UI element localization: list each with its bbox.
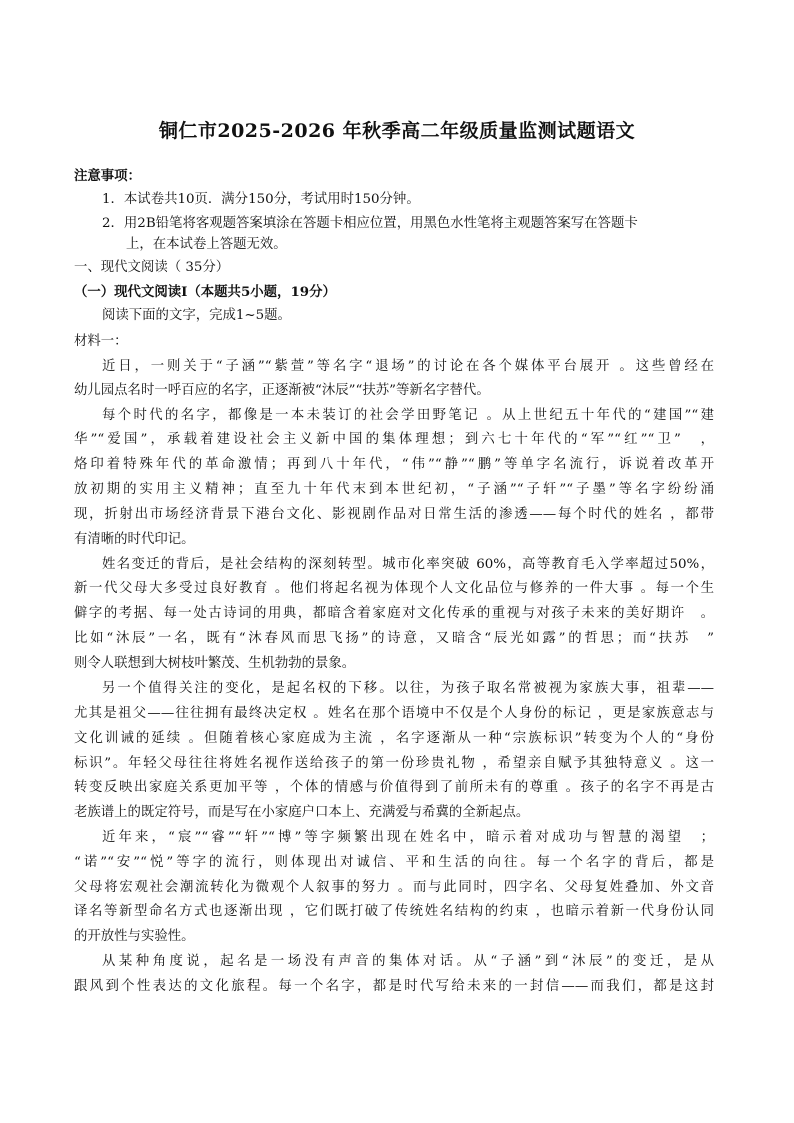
body-line: 转变反映出家庭关系更加平等 ，个体的情感与价值得到了前所未有的尊重 。孩子的名字不再是古	[74, 780, 714, 795]
body-line: 父母将宏观社会潮流转化为微观个人叙事的努力 。而与此同时，四字名、父母复姓叠加、外文音	[74, 880, 714, 895]
body-line: 文化训诫的延续 。但随着核心家庭成为主流 ，名字逐渐从一种“宗族标识”转变为个人的“身份	[74, 731, 714, 746]
body-line: 跟风到个性表达的文化旅程。每一个名字，都是时代写给未来的一封信——而我们，都是这封	[74, 979, 714, 994]
body-line: 从某种角度说，起名是一场没有声音的集体对话。从“子涵”到“沐辰”的变迁，是从	[102, 954, 714, 969]
body-line: 尤其是祖父——往往拥有最终决定权 。姓名在那个语境中不仅是个人身份的标记 ，更是家族意志与	[74, 706, 714, 721]
body-line: 烙印着特殊年代的革命激情；再到八十年代，“伟”“静”“鹏”等单字名流行，诉说着改革开	[74, 457, 714, 472]
page-title: 铜仁市2025-2026 年秋季高二年级质量监测试题语文	[158, 120, 636, 142]
body-line: 则令人联想到大树枝叶繁茂、生机勃勃的景象。	[74, 656, 356, 671]
body-line: 另一个值得关注的变化，是起名权的下移。以往，为孩子取名常被视为家族大事，祖辈——	[102, 681, 714, 696]
body-line: 近年来，“宸”“睿”“轩”“博”等字频繁出现在姓名中，暗示着对成功与智慧的渴望 ；	[102, 830, 714, 845]
notice-item-1: 1．本试卷共10页．满分150分，考试用时150分钟。	[102, 192, 420, 207]
body-line: “诺”“安”“悦”等字的流行，则体现出对诚信、平和生活的向往。每一个名字的背后，都是	[74, 855, 714, 870]
subsection-heading: （一）现代文阅读Ⅰ（本题共5小题，19分）	[74, 284, 336, 300]
section-heading: 一、现代文阅读（ 35分）	[74, 260, 230, 275]
body-line: 有清晰的时代印记。	[74, 532, 195, 547]
body-line: 姓名变迁的背后，是社会结构的深刻转型。城市化率突破 60%，高等教育毛入学率超过50%，	[102, 557, 714, 572]
notice-heading: 注意事项：	[74, 168, 141, 184]
body-line: 的开放性与实验性。	[74, 929, 195, 944]
body-line: 比如“沐辰”一名，既有“沐春风而思飞扬”的诗意，又暗含“辰光如露”的哲思；而“扶苏 ”	[74, 631, 714, 646]
body-line: 新一代父母大多受过良好教育 。他们将起名视为体现个人文化品位与修养的一件大事 。每一个生	[74, 581, 714, 596]
body-line: 幼儿园点名时一呼百应的名字，正逐渐被“沐辰”“扶苏”等新名字替代。	[74, 383, 490, 398]
material-label: 材料一：	[74, 334, 128, 349]
body-line: 老族谱上的既定符号，而是写在小家庭户口本上、充满爱与希冀的全新起点。	[74, 805, 530, 820]
body-line: 每个时代的名字，都像是一本未装订的社会学田野笔记 。从上世纪五十年代的“建国”“建	[102, 408, 714, 423]
body-line: 标识”。年轻父母往往将姓名视作送给孩子的第一份珍贵礼物 ，希望亲自赋予其独特意义 。这一	[74, 756, 714, 771]
body-line: 僻字的考据、每一处古诗词的用典，都暗含着家庭对文化传承的重视与对孩子未来的美好期许 。	[74, 606, 714, 621]
reading-instruction: 阅读下面的文字，完成1~5题。	[102, 308, 291, 323]
body-line: 近日，一则关于“子涵”“紫萱”等名字“退场”的讨论在各个媒体平台展开 。这些曾经在	[102, 359, 714, 374]
notice-item-2-line-2: 上，在本试卷上答题无效。	[126, 237, 287, 252]
body-line: 现，折射出市场经济背景下港台文化、影视剧作品对日常生活的渗透——每个时代的姓名 ，都带	[74, 507, 714, 522]
body-line: 放初期的实用主义精神；直至九十年代末到本世纪初，“子涵”“子轩”“子墨”等名字纷纷涌	[74, 482, 714, 497]
body-line: 华”“爱国”，承载着建设社会主义新中国的集体理想；到六七十年代的“军”“红”“卫” ，	[74, 432, 714, 447]
notice-item-2-line-1: 2．用2B铅笔将客观题答案填涂在答题卡相应位置，用黑色水性笔将主观题答案写在答题卡	[102, 216, 638, 231]
body-line: 译名等新型命名方式也逐渐出现 ，它们既打破了传统姓名结构的约束 ，也暗示着新一代身份认同	[74, 904, 714, 919]
